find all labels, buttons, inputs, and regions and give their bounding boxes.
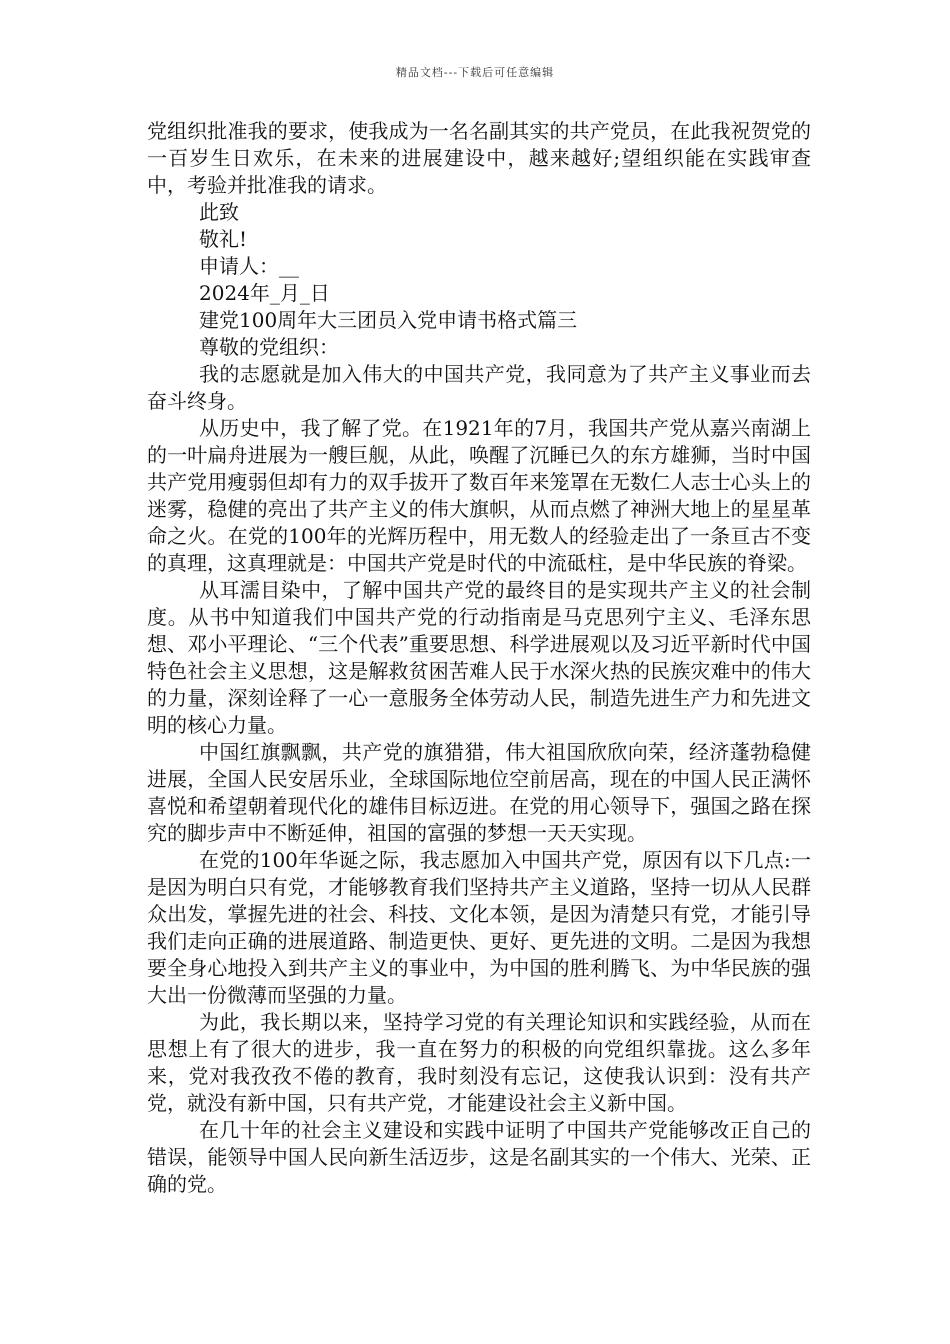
date-line: 2024年_月_日 — [199, 281, 330, 305]
document-body — [147, 118, 811, 1198]
body-paragraph: 在党的100年华诞之际，我志愿加入中国共产党，原因有以下几点:一是因为明白只有党，才能够教育我们坚持共产主义道路，坚持一切从人民群众出发，掌握先进的社会、科技、文化本领，是因为清楚只有党，才能引导我们走向正确的进展道路、制造更快、更好、更先进的文明。二是因为我想要全身心地投入到共产主义的事业中，为中国的胜利腾飞、为中华民族的强大出一份微薄而坚强的力量。 — [147, 848, 811, 1007]
paragraph-continuation: 党组织批准我的要求，使我成为一名名副其实的共产党员，在此我祝贺党的一百岁生日欢乐，在未来的进展建设中，越来越好;望组织能在实践审查中，考验并批准我的请求。 — [147, 119, 811, 197]
body-paragraph: 为此，我长期以来，坚持学习党的有关理论知识和实践经验，从而在思想上有了很大的进步，我一直在努力的积极的向党组织靠拢。这么多年来，党对我孜孜不倦的教育，我时刻没有忘记，这使我认识到：没有共产党，就没有新中国，只有共产党，才能建设社会主义新中国。 — [147, 1010, 811, 1115]
applicant-line: 申请人：__ — [199, 254, 299, 278]
body-paragraph: 在几十年的社会主义建设和实践中证明了中国共产党能够改正自己的错误，能领导中国人民向新生活迈步，这是名副其实的一个伟大、光荣、正确的党。 — [147, 1118, 811, 1196]
body-paragraph: 从耳濡目染中，了解中国共产党的最终目的是实现共产主义的社会制度。从书中知道我们中国共产党的行动指南是马克思列宁主义、毛泽东思想、邓小平理论、“三个代表”重要思想、科学进展观以及习近平新时代中国特色社会主义思想，这是解救贫困苦难人民于水深火热的民族灾难中的伟大的力量，深刻诠释了一心一意服务全体劳动人民，制造先进生产力和先进文明的核心力量。 — [147, 578, 811, 737]
greeting-line: 尊敬的党组织： — [199, 335, 339, 359]
body-paragraph: 从历史中，我了解了党。在1921年的7月，我国共产党从嘉兴南湖上的一叶扁舟进展为一艘巨舰，从此，唤醒了沉睡已久的东方雄狮，当时中国共产党用瘦弱但却有力的双手拔开了数百年来笼罩在无数仁人志士心头上的迷雾，稳健的亮出了共产主义的伟大旗帜，从而点燃了神洲大地上的星星革命之火。在党的100年的光辉历程中，用无数人的经验走出了一条亘古不变的真理，这真理就是：中国共产党是时代的中流砥柱，是中华民族的脊梁。 — [147, 416, 811, 575]
section-title: 建党100周年大三团员入党申请书格式篇三 — [199, 308, 578, 332]
body-paragraph: 中国红旗飘飘，共产党的旗猎猎，伟大祖国欣欣向荣，经济蓬勃稳健进展，全国人民安居乐业，全球国际地位空前居高，现在的中国人民正满怀喜悦和希望朝着现代化的雄伟目标迈进。在党的用心领导下，强国之路在探究的脚步声中不断延伸，祖国的富强的梦想一天天实现。 — [147, 740, 811, 845]
closing-respect: 敬礼! — [199, 227, 248, 251]
page-header: 精品文档---下载后可任意编辑 — [395, 66, 555, 79]
closing-salutation: 此致 — [199, 200, 239, 224]
body-paragraph: 我的志愿就是加入伟大的中国共产党，我同意为了共产主义事业而去奋斗终身。 — [147, 362, 811, 413]
